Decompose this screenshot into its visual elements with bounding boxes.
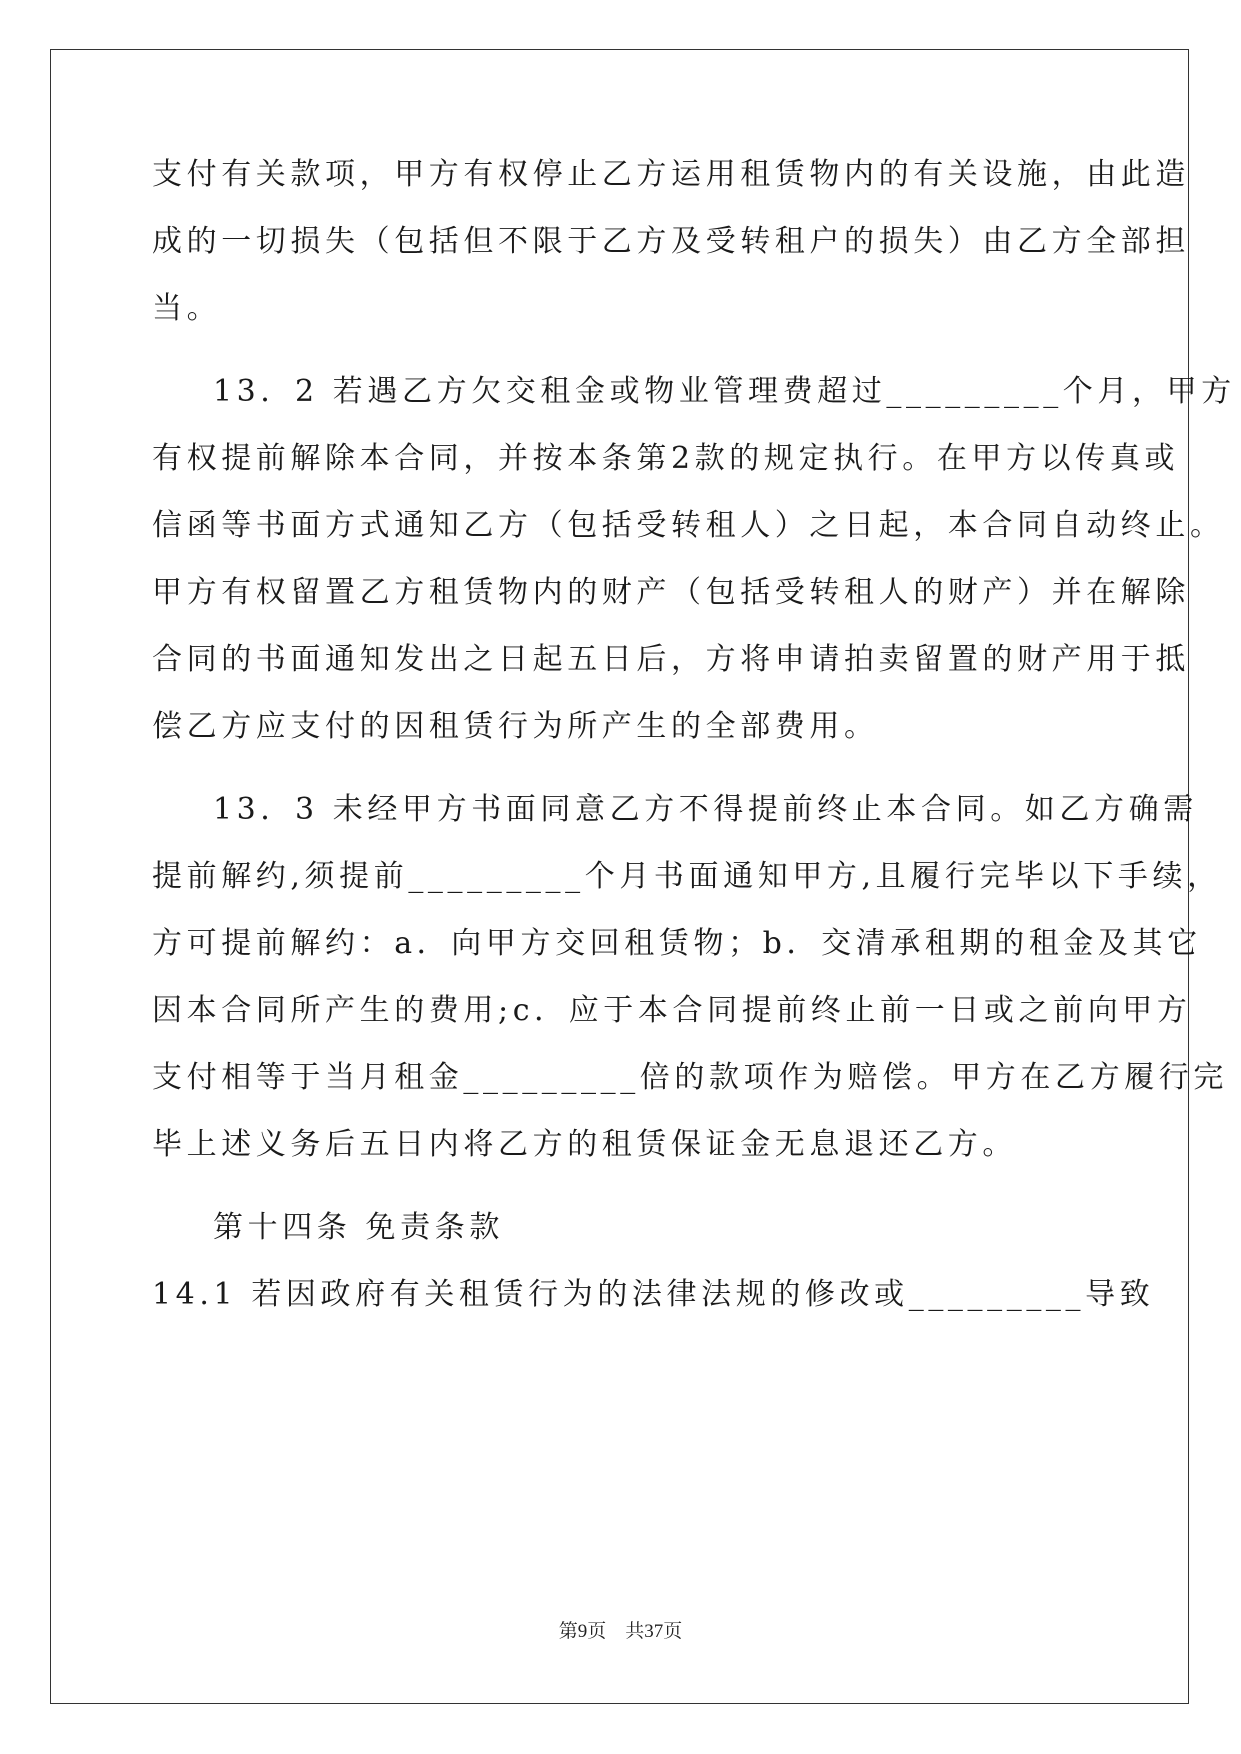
text-line: 方可提前解约：a．向甲方交回租赁物；b．交清承租期的租金及其它 [152,926,1202,961]
text-line: 偿乙方应支付的因租赁行为所产生的全部费用。 [152,709,879,744]
clause-14-1-line: 14.1 若因政府有关租赁行为的法律法规的修改或_________导致 [152,1277,1155,1312]
clause-13-3-heading-line: 13．3 未经甲方书面同意乙方不得提前终止本合同。如乙方确需 [213,792,1198,827]
text-line: 成的一切损失（包括但不限于乙方及受转租户的损失）由乙方全部担 [152,224,1190,259]
text-line: 提前解约,须提前_________个月书面通知甲方,且履行完毕以下手续， [152,859,1222,894]
text-line: 毕上述义务后五日内将乙方的租赁保证金无息退还乙方。 [152,1127,1017,1162]
text-line: 支付相等于当月租金_________倍的款项作为赔偿。甲方在乙方履行完 [152,1060,1228,1095]
text-line: 信函等书面方式通知乙方（包括受转租人）之日起，本合同自动终止。 [152,508,1225,543]
clause-13-2-heading-line: 13．2 若遇乙方欠交租金或物业管理费超过_________个月，甲方 [213,374,1236,409]
page-footer: 第9页 共37页 [558,1621,683,1642]
text-line: 当。 [152,291,222,326]
text-line: 有权提前解除本合同，并按本条第2款的规定执行。在甲方以传真或 [152,441,1180,476]
article-14-heading: 第十四条 免责条款 [213,1210,504,1245]
text-line: 甲方有权留置乙方租赁物内的财产（包括受转租人的财产）并在解除 [152,575,1190,610]
text-line: 因本合同所产生的费用;c．应于本合同提前终止前一日或之前向甲方 [152,993,1192,1028]
text-line: 支付有关款项，甲方有权停止乙方运用租赁物内的有关设施，由此造 [152,157,1190,192]
text-line: 合同的书面通知发出之日起五日后，方将申请拍卖留置的财产用于抵 [152,642,1190,677]
